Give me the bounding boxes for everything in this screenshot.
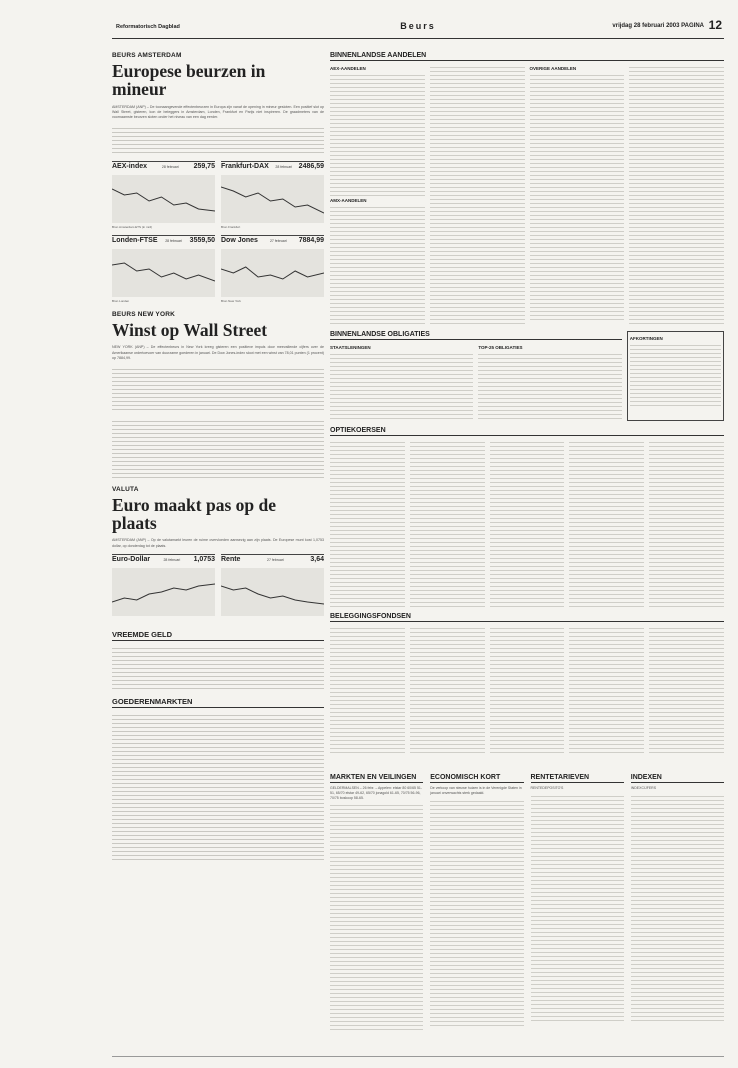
section-heading: RENTETARIEVEN [531,774,624,783]
article-kicker: VALUTA [112,485,139,493]
section-text: INDEXCIJFERS [630,786,657,790]
state-loans-table [330,343,473,421]
article-headline: Winst op Wall Street [112,320,268,341]
section-heading: MARKTEN EN VEILINGEN [330,774,423,783]
section-heading: INDEXEN [631,774,724,783]
funds-table [410,625,485,755]
bottom-sections [330,774,724,1032]
chart-aex [112,161,215,229]
chart-name: Frankfurt-DAX [221,163,269,171]
chart-plot [221,175,324,223]
article-body: AMSTERDAM (ANP) – De toonaangevende effectenbeurzen in Europa zijn vanaf de opening in mineur gesloten. Een positief slot op Wall Street, gisteren, kon de beleggers in Amsterdam, Londen, Frankfurt en Parijs niet inspireren. De graadmeters van de voornaamste beurzen sloten onder het niveau van een dag eerder. [112,104,324,119]
chart-footnote: Bron Frankfurt [221,225,241,230]
markets-section [330,774,423,1032]
bonds-area [330,331,724,421]
section-text: RENTEDEPOSITO'S [530,786,564,790]
options-table [410,439,485,607]
chart-date: 28 februari [161,165,179,170]
article-kicker: BEURS NEW YORK [112,311,175,319]
article-kicker: BEURS AMSTERDAM [112,52,182,59]
commodity-table [112,712,324,862]
fx-charts [112,554,324,622]
paper-name: Reformatorisch Dagblad [116,24,180,30]
section-heading: BELEGGINGSFONDSEN [330,613,724,622]
page-number: 12 [708,18,722,32]
issue-date: vrijdag 28 februari 2003 PAGINA [612,23,704,29]
table-rows [530,72,625,322]
section-body [531,793,624,1023]
table-rows [478,351,621,421]
currency-table [112,645,324,689]
indices-section [631,774,724,1032]
chart-dowjones [221,235,324,303]
chart-ftse [112,235,215,303]
funds-table [649,625,724,755]
chart-name: Euro-Dollar [112,555,151,563]
article-body: AMSTERDAM (ANP) – Op de valutamarkt leuren de ruime overvloeden aanwezig aan zijn plaats. De Europese munt kost 1,0753 dollar, op donderdag tot de plaats. [112,538,324,548]
chart-date: 27 februari [267,557,284,562]
chart-value: 3559,50 [189,237,215,245]
chart-euro-dollar [112,554,215,622]
table-rows [330,204,425,326]
funds-table [569,625,644,755]
table-rows [330,351,473,421]
section-title: Beurs [400,21,436,31]
article-headline: Europese beurzen in mineur [112,61,266,100]
box-title: AFKORTINGEN [629,336,663,341]
section-heading: BINNENLANDSE OBLIGATIES [330,331,622,340]
interest-section [531,774,624,1032]
table-rows [330,72,425,196]
chart-value: 1,0753 [193,555,215,563]
share-table-4 [629,64,724,326]
chart-plot [112,568,215,616]
section-heading: BINNENLANDSE AANDELEN [330,52,724,61]
section-heading: GOEDERENMARKTEN [112,697,324,708]
table-title: STAATSLENINGEN [330,345,371,350]
page-footer-rule [112,1056,724,1057]
article-headline: Euro maakt pas op de plaats [112,494,277,534]
chart-value: 3,64 [310,555,324,563]
table-rows [629,64,724,326]
chart-plot [112,249,215,297]
chart-rente [221,554,324,622]
chart-name: Rente [221,555,241,563]
share-table-2 [430,64,525,326]
stock-table [112,418,324,478]
options-table [569,439,644,607]
abbreviations-box [627,331,724,421]
section-heading: ECONOMISCH KORT [430,774,523,783]
section-body [631,793,724,1023]
article-body: NEW YORK (ANP) – De effectenbeurs in New York kreeg gisteren een positieve impuls door meevallende cijfers over de Amerikaanse ordertoevoer van duurzame goederen in januari. De Dow Jones-index sloot met een winst van 78,01 punten (1 procent) op 7884,99. [112,345,324,360]
box-rows [630,342,721,406]
bond-tables [330,343,622,421]
section-text: GELDERMALSEN – 26 febr. – Appelen: elstar 80 60/65 51-51, 65/70 elstar 49-62, 65/70 jonagold 61-65, 70/75 56-96, 70/75 boskoop 58-65. [330,786,423,800]
chart-plot [112,175,215,223]
chart-name: Londen-FTSE [112,237,158,245]
body-text-lines [112,366,324,410]
section-heading: OPTIEKOERSEN [330,427,724,436]
chart-footnote: Bron Amsterdam ETS (in mrd) [112,225,153,230]
chart-footnote: Bron Londen [112,299,130,304]
funds-table [490,625,565,755]
chart-date: 27 februari [269,239,287,244]
table-title: TOP-25 OBLIGATIES [478,345,523,350]
section-text: De verkoop van nieuwe huizen is in de Verenigde Staten in januari onverwachts sterk gedaald. [430,786,522,795]
options-table [330,439,405,607]
table-title: AMX-AANDELEN [330,198,367,203]
funds-tables [330,625,724,755]
funds-table [330,625,405,755]
chart-date: 28 februari [163,557,181,562]
chart-value: 2486,59 [298,163,324,171]
table-title: OVERIGE AANDELEN [529,66,577,71]
chart-plot [221,568,324,616]
section-body [330,802,423,1032]
top25-table [478,343,621,421]
chart-date: 28 februari [165,239,182,244]
table-title: AEX-AANDELEN [330,66,366,71]
section-heading: VREEMDE GELD [112,630,324,641]
options-tables [330,439,724,607]
options-table [490,439,565,607]
chart-name: AEX-index [112,163,148,171]
chart-date: 28 februari [275,165,293,170]
chart-dax [221,161,324,229]
right-column [330,52,724,755]
left-column [112,52,324,870]
masthead [112,16,724,39]
chart-value: 259,75 [193,163,215,171]
economy-section [430,774,523,1032]
share-tables [330,64,724,326]
other-shares-table [530,64,625,326]
chart-plot [221,249,324,297]
aex-table [330,64,425,326]
index-charts [112,161,324,303]
bonds-block [330,331,622,421]
chart-footnote: Bron New York [221,299,241,304]
chart-value: 7884,99 [298,237,324,245]
section-body [430,798,523,1028]
options-table [649,439,724,607]
chart-name: Dow Jones [221,237,258,245]
body-text-lines [112,125,324,153]
table-rows [430,64,525,326]
